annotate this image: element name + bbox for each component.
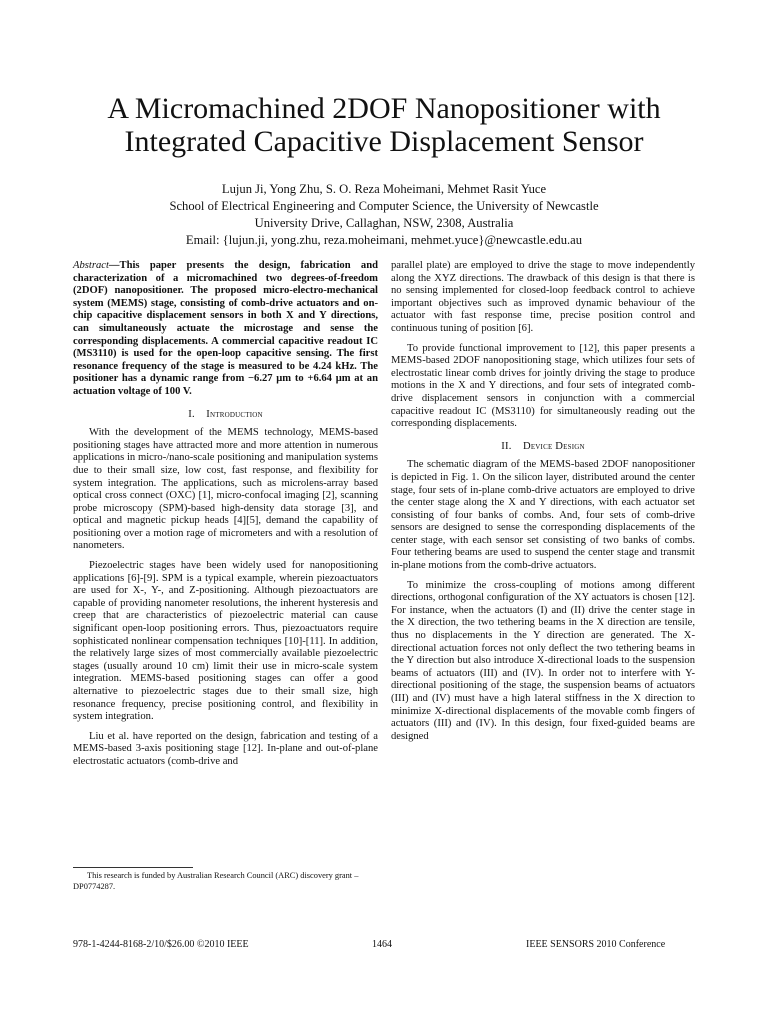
email: Email: {lujun.ji, yong.zhu, reza.moheimani, mehmet.yuce}@newcastle.edu.au (185, 233, 583, 247)
affiliation: School of Electrical Engineering and Computer Science, the University of Newcastle (169, 199, 599, 213)
intro-paragraph-1: With the development of the MEMS technology, MEMS-based positioning stages have attracted more and more attention in numerous applications in micro-/nano-scale positioning and manipulation systems due to their small size, low cost, fast response, and flexibility for system integration. The applications, such as microlens-array based optical cross connect (OXC) [1], micro-confocal imaging [2], scanning probe microscopy (SPM)-based high-density data storage [3], and optical and magnetic pickup heads [4][5], demand the capability of positioning over a motion rage of micrometers and with a resolution of nanometers. (73, 427, 378, 552)
footer-page-number: 1464 (372, 939, 392, 950)
title-line-1: A Micromachined 2DOF Nanopositioner with (107, 92, 661, 125)
section-number: I. (188, 408, 195, 420)
footer-isbn: 978-1-4244-8168-2/10/$26.00 ©2010 IEEE (73, 939, 249, 950)
section-heading-introduction (73, 409, 378, 422)
right-paragraph-2: To provide functional improvement to [12], this paper presents a MEMS-based 2DOF nanopositioning stage, which utilizes four sets of electrostatic linear comb drives for jointly driving the stage to produce motions in the X and Y directions, and four sets of integrated comb-drive displacement sensors in conjunction with a commercial capacitive readout IC (MS3110) for simultaneously reading out the corresponding displacements. (391, 342, 695, 430)
abstract-label: Abstract (73, 260, 109, 271)
author-block (0, 181, 768, 249)
footer-conference: IEEE SENSORS 2010 Conference (526, 939, 666, 950)
intro-paragraph-2: Piezoelectric stages have been widely used for nanopositioning applications [6]-[9]. SPM is a typical example, wherein piezoactuators are used for X-, Y-, and Z-positioning. Although piezoactuators are capable of providing nanometer resolutions, the inherent hysteresis and creep that are characteristics of piezoelectric material can cause significant open-loop positioning errors. Thus, piezoactuators require sophisticated nonlinear compensation techniques [10]-[11]. In addition, the relatively large sizes of most commercially available piezoelectric stages (usually around 10 cm) limit their use in micro-scale system integration. MEMS-based positioning stages can offer a good alternative to piezoelectric stages due to their small size, high resonance frequency, precise positioning control, and flexibility in system integration. (73, 560, 378, 723)
intro-paragraph-3: Liu et al. have reported on the design, fabrication and testing of a MEMS-based 3-axis positioning stage [12]. In-plane and out-of-plane electrostatic actuators (comb-drive and (73, 730, 378, 767)
section-heading-device-design (391, 441, 695, 454)
left-column (73, 260, 378, 776)
section-title: Device Design (522, 440, 585, 452)
abstract-text: —This paper presents the design, fabrication and characterization of a micromachined two degrees-of-freedom (2DOF) nanopositioner. The proposed micro-electro-mechanical system (MEMS) stage, consisting of comb-drive actuators and on-chip capacitive displacement sensors in both X and Y directions, can simultaneously actuate the microstage and sense the corresponding displacements. A commercial capacitive readout IC (MS3110) is used for the open-loop capacitive sensing. The first resonance frequency of the stage is measured to be 4.24 kHz. The positioner has a dynamic range from −6.27 μm to +6.64 μm at an actuation voltage of 100 V. (73, 260, 378, 397)
address: University Drive, Callaghan, NSW, 2308, Australia (254, 216, 514, 230)
section-title: Introduction (206, 408, 263, 420)
footnote-divider (73, 867, 193, 868)
author-names: Lujun Ji, Yong Zhu, S. O. Reza Moheimani, Mehmet Rasit Yuce (221, 182, 547, 196)
footnote: This research is funded by Australian Research Council (ARC) discovery grant – DP0774287. (73, 871, 359, 891)
section-number: II. (501, 440, 512, 452)
abstract (73, 260, 378, 399)
title-line-2: Integrated Capacitive Displacement Sensor (124, 125, 644, 158)
right-column (391, 260, 695, 750)
design-paragraph-2: To minimize the cross-coupling of motions among different directions, orthogonal configuration of the XY actuators is chosen [12]. For instance, when the actuators (I) and (II) drive the center stage in the X direction, the two tethering beams in the X direction are tensile, thus no displacements in the Y direction are generated. The X-directional actuation forces not only deflect the two tethering beams in the Y direction but also introduce X-directional loads to the suspension beams of actuators (III) and (IV). In order not to interfere with Y-directional positioning of the stage, the suspension beams of actuators (III) and (IV) must have a high lateral stiffness in the X direction to minimize X-directional displacements of the movable comb fingers of actuators (III) and (IV). In this design, four fixed-guided beams are designed (391, 579, 695, 742)
paper-title (0, 92, 768, 158)
right-paragraph-1: parallel plate) are employed to drive the stage to move independently along the XYZ directions. The drawback of this design is that there is no sensing implemented for closed-loop feedback control to achieve important objectives such as improved dynamic behaviour of the actuator with fast response time, precise position control and continuous tuning of position [6]. (391, 260, 695, 334)
design-paragraph-1: The schematic diagram of the MEMS-based 2DOF nanopositioner is depicted in Fig. 1. On the silicon layer, distributed around the center stage, four sets of in-plane comb-drive actuators are employed to drive the center stage along the X and Y directions, with each actuator set consisting of four banks of combs. And, four sets of comb-drive sensors are designed to sense the corresponding displacements of the center stage, with each sensor set consisting of two banks of combs. Four tethering beams are used to suspend the center stage and transmit in-plane motions from the comb-drive actuators. (391, 459, 695, 572)
